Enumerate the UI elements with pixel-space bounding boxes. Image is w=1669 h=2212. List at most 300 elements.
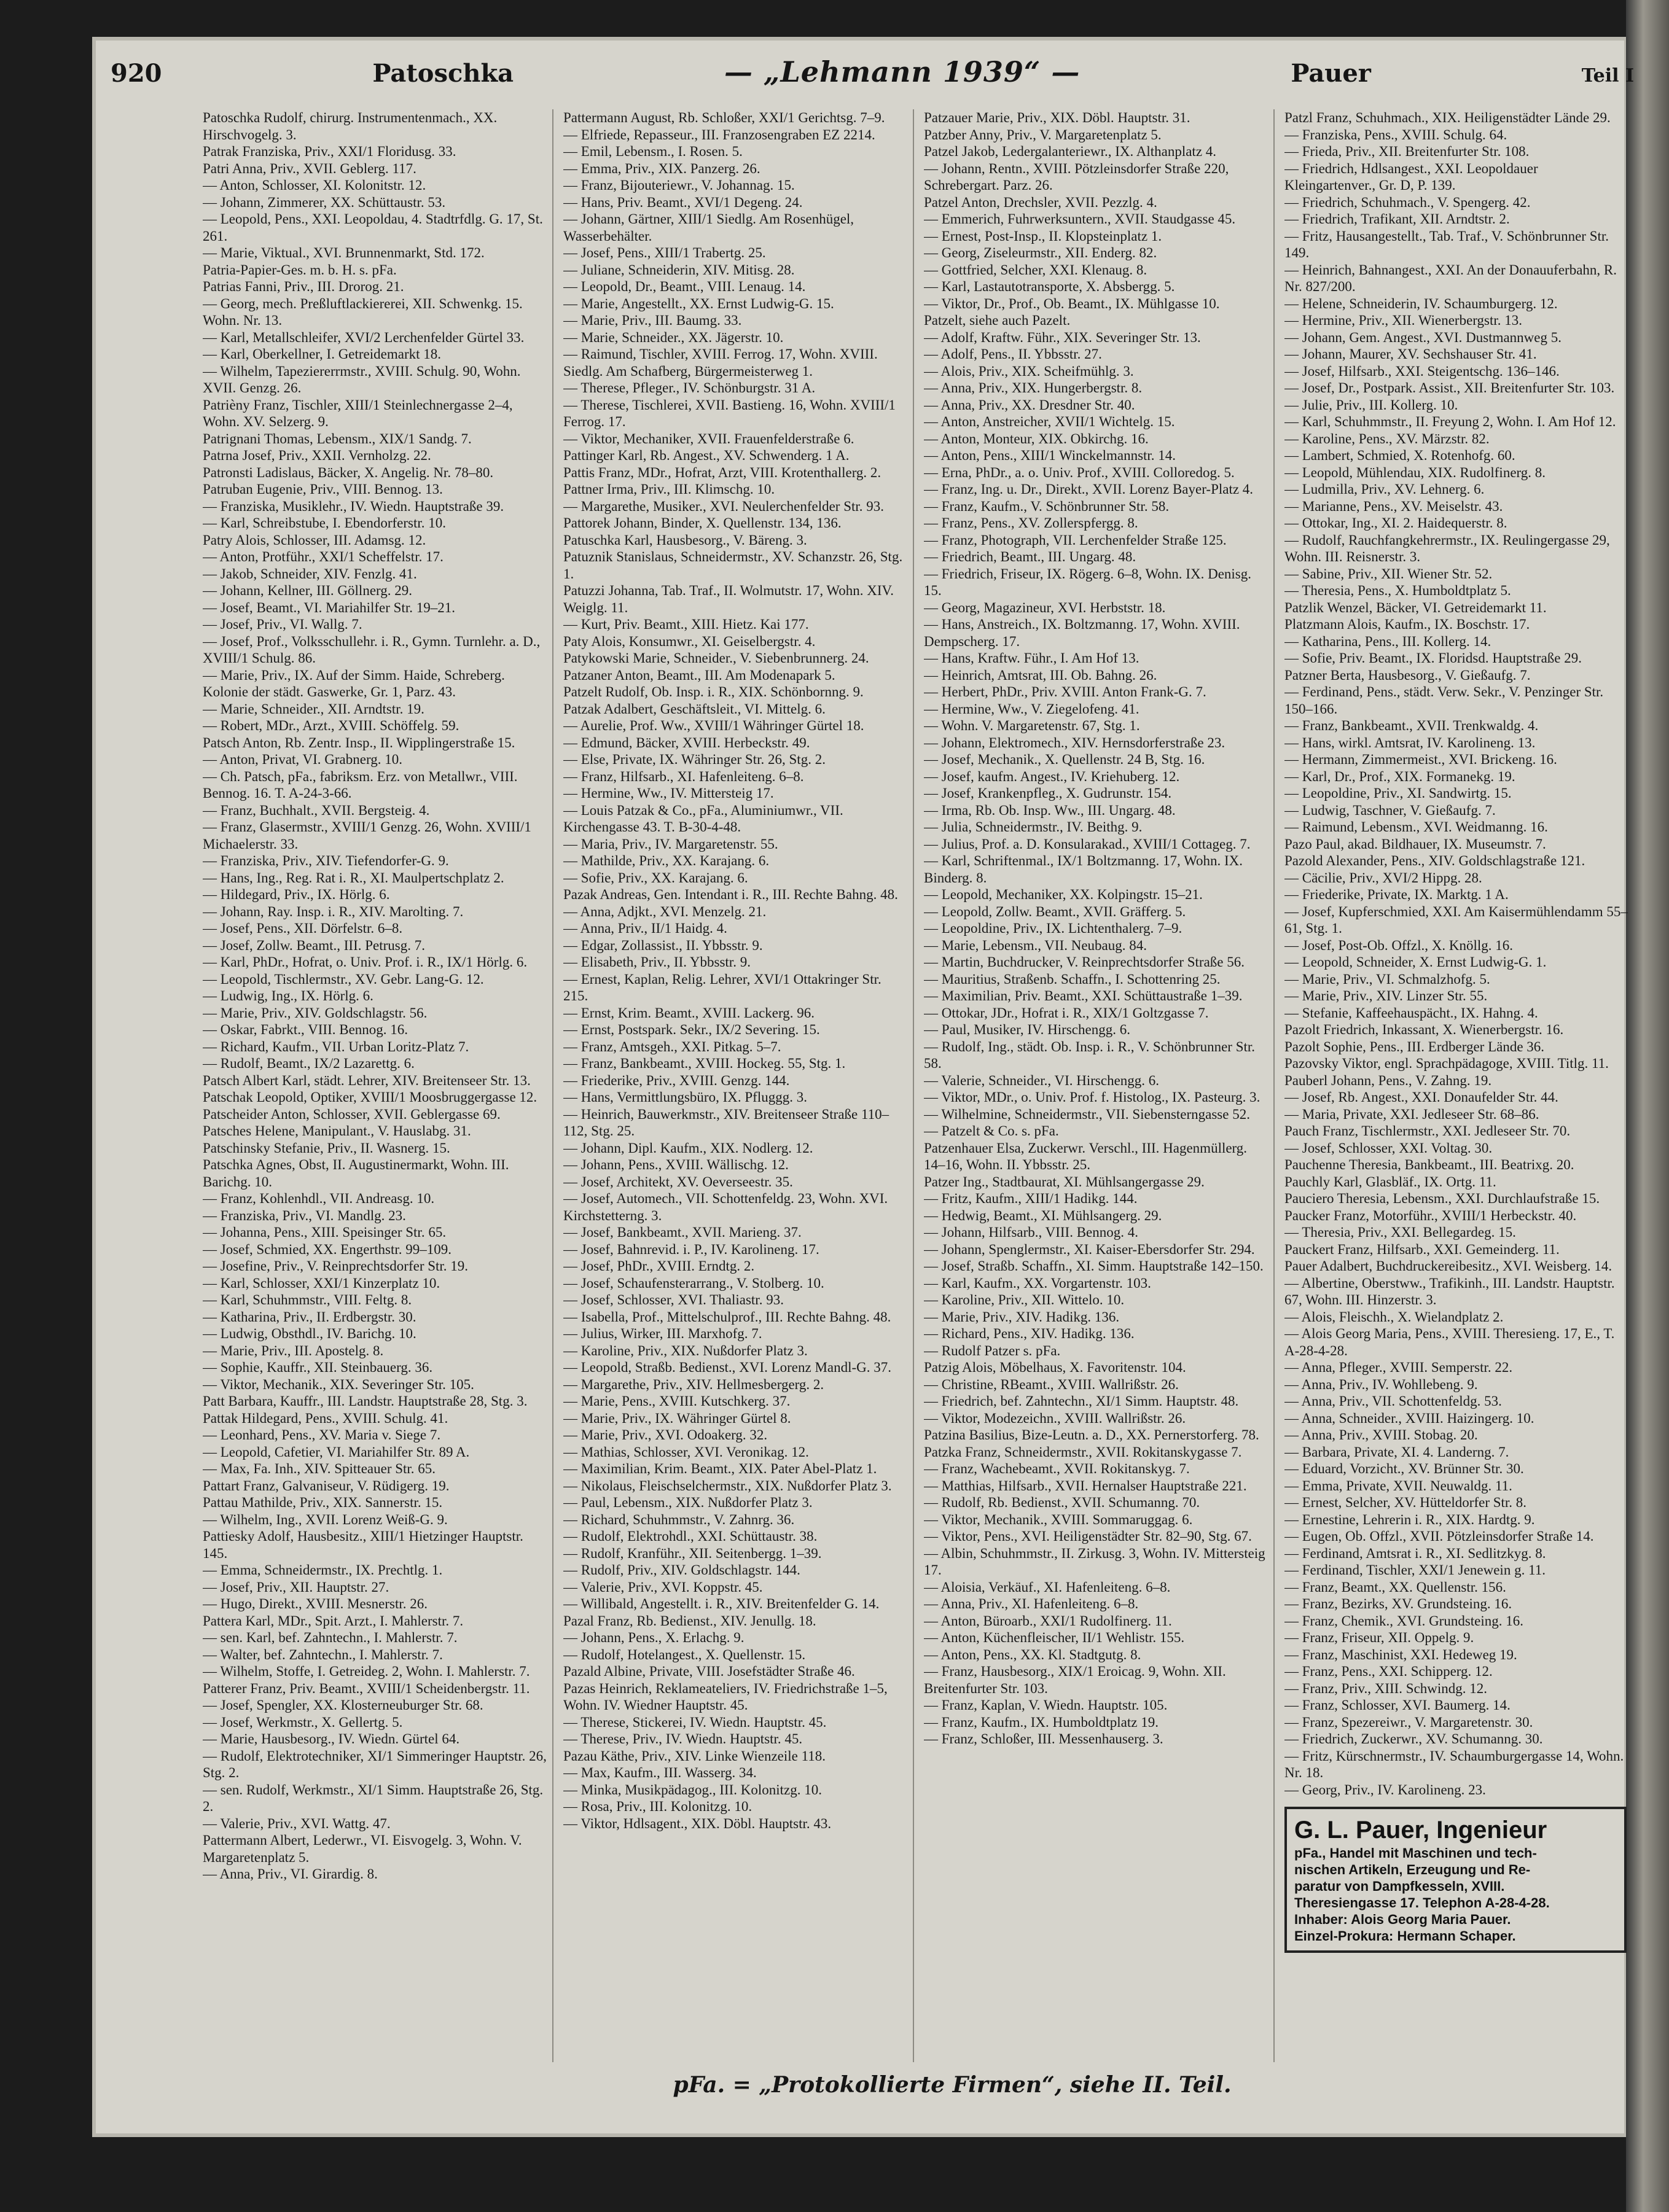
directory-entry: — Leopold, Mechaniker, XX. Kolpingstr. 15–21.: [924, 887, 1203, 902]
directory-entry: — Josef, Architekt, XV. Oeverseestr. 35.: [563, 1174, 793, 1190]
directory-entry: Patschinsky Stefanie, Priv., II. Wasnerg. 15.: [203, 1140, 450, 1156]
directory-entry: — Kurt, Priv. Beamt., XIII. Hietz. Kai 177.: [563, 617, 809, 632]
directory-entry: — Therese, Priv., IV. Wiedn. Hauptstr. 45.: [563, 1731, 803, 1747]
directory-entry: — sen. Rudolf, Werkmstr., XI/1 Simm. Hauptstraße 26, Stg. 2.: [203, 1782, 544, 1814]
directory-entry: — Anna, Priv., XX. Dresdner Str. 40.: [924, 397, 1135, 413]
directory-entry: — Anna, Priv., XI. Hafenleiteng. 6–8.: [924, 1596, 1139, 1611]
advertisement-line: Inhaber: Alois Georg Maria Pauer.: [1294, 1912, 1511, 1927]
directory-entry: — Isabella, Prof., Mittelschulprof., III. Rechte Bahng. 48.: [563, 1309, 891, 1325]
directory-entry: — Rudolf, Kranführ., XII. Seitenbergg. 1–39.: [563, 1545, 822, 1561]
directory-entry: — Edmund, Bäcker, XVIII. Herbeckstr. 49.: [563, 734, 810, 750]
directory-entry: — Marie, Priv., IX. Auf der Simm. Haide, Schreberg. Kolonie der städt. Gaswerke, Gr. 1, Parz. 43.: [203, 667, 505, 699]
directory-entry: — Rudolf, Elektrotechniker, XI/1 Simmeringer Hauptstr. 26, Stg. 2.: [203, 1748, 547, 1780]
directory-entry: — Anna, Priv., VII. Schottenfeldg. 53.: [1284, 1393, 1502, 1409]
directory-entry: — Franz, Glasermstr., XVIII/1 Genzg. 26, Wohn. XVIII/1 Michaelerstr. 33.: [203, 819, 531, 852]
directory-entry: — Aloisia, Verkäuf., XI. Hafenleiteng. 6–8.: [924, 1579, 1171, 1595]
directory-entry: — Friederike, Priv., XVIII. Genzg. 144.: [563, 1072, 790, 1088]
directory-entry: — Ludwig, Ing., IX. Hörlg. 6.: [203, 988, 373, 1003]
directory-entry: — Valerie, Priv., XVI. Wattg. 47.: [203, 1815, 391, 1831]
directory-entry: — Martin, Buchdrucker, V. Reinprechtsdorfer Straße 56.: [924, 954, 1245, 970]
directory-entry: — Fritz, Kaufm., XIII/1 Hadikg. 144.: [924, 1191, 1138, 1206]
directory-entry: — Nikolaus, Fleischselchermstr., XIX. Nußdorfer Platz 3.: [563, 1478, 892, 1493]
directory-entry: — Oskar, Fabrkt., VIII. Bennog. 16.: [203, 1022, 408, 1037]
directory-entry: — Hermine, Ww., IV. Mittersteig 17.: [563, 785, 774, 801]
directory-entry: Pattau Mathilde, Priv., XIX. Sannerstr. 15.: [203, 1495, 443, 1510]
directory-entry: — Juliane, Schneiderin, XIV. Mitisg. 28.: [563, 262, 795, 278]
directory-entry: — Franz, Schloßer, III. Messenhauserg. 3.: [924, 1731, 1163, 1747]
directory-entry: — Karl, PhDr., Hofrat, o. Univ. Prof. i. R., IX/1 Hörlg. 6.: [203, 954, 528, 970]
directory-entry: — Josef, Kupferschmied, XXI. Am Kaisermühlendamm 55–61, Stg. 1.: [1284, 903, 1628, 936]
directory-entry: — Margarethe, Musiker., XVI. Neulerchenfelder Str. 93.: [563, 498, 885, 514]
directory-entry: — Rudolf, Elektrohdl., XXI. Schüttaustr. 38.: [563, 1529, 818, 1544]
directory-entry: Patzel Jakob, Ledergalanteriewr., IX. Althanplatz 4.: [924, 144, 1217, 159]
directory-entry: — Hans, wirkl. Amtsrat, IV. Karolineng. 13.: [1284, 734, 1536, 750]
directory-entry: — Adolf, Kraftw. Führ., XIX. Severinger Str. 13.: [924, 329, 1201, 345]
directory-entry: — Heinrich, Amtsrat, III. Ob. Bahng. 26.: [924, 667, 1157, 683]
directory-entry: — Friedrich, Hdlsangest., XXI. Leopoldauer Kleingartenver., Gr. D, P. 139.: [1284, 160, 1538, 193]
directory-entry: — Louis Patzak & Co., pFa., Aluminiumwr., VII. Kirchengasse 43. T. B-30-4-48.: [563, 802, 843, 835]
directory-entry: — Fritz, Kürschnermstr., IV. Schaumburgergasse 14, Wohn. Nr. 18.: [1284, 1748, 1624, 1780]
directory-entry: — Viktor, Modezeichn., XVIII. Wallrißstr. 26.: [924, 1410, 1186, 1426]
directory-entry: — Josef, Schlosser, XXI. Voltag. 30.: [1284, 1140, 1493, 1156]
directory-entry: — Aurelie, Prof. Ww., XVIII/1 Währinger Gürtel 18.: [563, 718, 864, 733]
directory-entry: — Leopold, Tischlermstr., XV. Gebr. Lang-G. 12.: [203, 971, 484, 987]
directory-entry: — Josef, Rb. Angest., XXI. Donaufelder Str. 44.: [1284, 1089, 1558, 1105]
directory-entry: Patuznik Stanislaus, Schneidermstr., XV. Schanzstr. 26, Stg. 1.: [563, 549, 903, 582]
directory-entry: — Hermann, Zimmermeist., XVI. Brickeng. 16.: [1284, 752, 1557, 767]
directory-entry: — Anton, Protführ., XXI/1 Scheffelstr. 17.: [203, 549, 444, 564]
directory-entry: — Karoline, Priv., XIX. Nußdorfer Platz 3.: [563, 1342, 808, 1358]
left-keyword: Patoschka: [372, 59, 514, 88]
directory-entry: — Rudolf, Beamt., IX/2 Lazarettg. 6.: [203, 1056, 415, 1071]
directory-entry: — Richard, Pens., XIV. Hadikg. 136.: [924, 1326, 1135, 1341]
directory-entry: — Valerie, Priv., XVI. Koppstr. 45.: [563, 1579, 763, 1595]
directory-entry: Pazovsky Viktor, engl. Sprachpädagoge, XVIII. Titlg. 11.: [1284, 1056, 1609, 1071]
directory-entry: — Josef, Beamt., VI. Mariahilfer Str. 19–21.: [203, 599, 455, 615]
directory-entry: — Josef, Werkmstr., X. Gellertg. 5.: [203, 1714, 403, 1730]
directory-entry: — Marie, Priv., XIV. Goldschlagstr. 56.: [203, 1005, 428, 1021]
page-title: — „Lehmann 1939“ —: [724, 55, 1081, 88]
directory-entry: — Elisabeth, Priv., II. Ybbsstr. 9.: [563, 954, 751, 970]
directory-entry: — Robert, MDr., Arzt., XVIII. Schöffelg. 59.: [203, 718, 459, 733]
directory-entry: — Josef, Mechanik., X. Quellenstr. 24 B, Stg. 16.: [924, 752, 1205, 767]
directory-entry: — Friedrich, Schuhmach., V. Spengerg. 42.: [1284, 194, 1531, 210]
directory-entry: — Ludwig, Obsthdl., IV. Barichg. 10.: [203, 1326, 416, 1341]
directory-entry: — Ernst, Postspark. Sekr., IX/2 Severing. 15.: [563, 1022, 820, 1037]
directory-entry: — Josef, Dr., Postpark. Assist., XII. Breitenfurter Str. 103.: [1284, 380, 1615, 395]
directory-entry: — Anna, Priv., IV. Wohllebeng. 9.: [1284, 1376, 1478, 1392]
directory-entry: — Friedrich, Beamt., III. Ungarg. 48.: [924, 549, 1136, 564]
directory-entry: — Gottfried, Selcher, XXI. Klenaug. 8.: [924, 262, 1147, 278]
advertisement-box: [1284, 1807, 1627, 1953]
directory-entry: Patrna Josef, Priv., XXII. Vernholzg. 22.: [203, 448, 431, 463]
directory-entry: — Leopold, Straßb. Bedienst., XVI. Lorenz Mandl-G. 37.: [563, 1360, 892, 1375]
directory-entry: — Leopold, Pens., XXI. Leopoldau, 4. Stadtrfdlg. G. 17, St. 261.: [203, 211, 543, 244]
directory-entry: Patsch Albert Karl, städt. Lehrer, XIV. Breitenseer Str. 13.: [203, 1072, 531, 1088]
directory-entry: — Anton, Privat, VI. Grabnerg. 10.: [203, 752, 402, 767]
directory-entry: Pazolt Friedrich, Inkassant, X. Wienerbergstr. 16.: [1284, 1022, 1564, 1037]
column-1: [203, 109, 553, 2062]
directory-entry: — Stefanie, Kaffeehauspächt., IX. Hahng. 4.: [1284, 1005, 1538, 1021]
directory-entry: — Ferdinand, Amtsrat i. R., XI. Sedlitzkyg. 8.: [1284, 1545, 1546, 1561]
directory-entry: — Franz, Bijouteriewr., V. Johannag. 15.: [563, 177, 795, 193]
directory-entry: — Franz, Amtsgeh., XXI. Pitkag. 5–7.: [563, 1038, 781, 1054]
directory-entry: — Emma, Priv., XIX. Panzerg. 26.: [563, 160, 760, 176]
directory-entry: — Ernest, Kaplan, Relig. Lehrer, XVI/1 Ottakringer Str. 215.: [563, 971, 881, 1003]
directory-entry: — Emmerich, Fuhrwerksuntern., XVII. Staudgasse 45.: [924, 211, 1236, 227]
directory-entry: — Anton, Monteur, XIX. Obkirchg. 16.: [924, 430, 1149, 446]
directory-entry: — Rudolf, Ing., städt. Ob. Insp. i. R., V. Schönbrunner Str. 58.: [924, 1038, 1256, 1071]
directory-entry: — Ottokar, Ing., XI. 2. Haidequerstr. 8.: [1284, 515, 1507, 531]
directory-entry: Patzner Berta, Hausbesorg., V. Gießaufg. 7.: [1284, 667, 1531, 683]
directory-entry: — Wilhelm, Ing., XVII. Lorenz Weiß-G. 9.: [203, 1511, 448, 1527]
directory-entry: — Franziska, Priv., VI. Mandlg. 23.: [203, 1207, 406, 1223]
directory-entry: — Karl, Oberkellner, I. Getreidemarkt 18.: [203, 346, 442, 362]
directory-entry: — Josef, Post-Ob. Offzl., X. Knöllg. 16.: [1284, 937, 1514, 953]
directory-entry: Patria-Papier-Ges. m. b. H. s. pFa.: [203, 262, 397, 278]
directory-entry: — Sophie, Kauffr., XII. Steinbauerg. 36.: [203, 1360, 433, 1375]
directory-entry: — Richard, Schuhmmstr., V. Zahnrg. 36.: [563, 1511, 795, 1527]
directory-entry: — Karoline, Pens., XV. Märzstr. 82.: [1284, 430, 1490, 446]
directory-entry: — Josef, Schlosser, XVI. Thaliastr. 93.: [563, 1292, 784, 1307]
directory-entry: — Franziska, Pens., XVIII. Schulg. 64.: [1284, 127, 1507, 142]
directory-entry: — Cäcilie, Priv., XVI/2 Hippg. 28.: [1284, 870, 1482, 886]
directory-entry: — Josef, Straßb. Schaffn., XI. Simm. Hauptstraße 142–150.: [924, 1258, 1264, 1274]
directory-entry: — Hedwig, Beamt., XI. Mühlsangerg. 29.: [924, 1207, 1162, 1223]
directory-entry: — Karl, Schuhmmstr., VIII. Feltg. 8.: [203, 1292, 412, 1307]
directory-entry: Pauer Adalbert, Buchdruckereibesitz., XVI. Weisberg. 14.: [1284, 1258, 1612, 1274]
directory-entry: Patzel Anton, Drechsler, XVII. Pezzlg. 4.: [924, 194, 1157, 210]
directory-entry: — Johann, Hilfsarb., VIII. Bennog. 4.: [924, 1225, 1138, 1240]
directory-entry: — Therese, Tischlerei, XVII. Bastieng. 16, Wohn. XVIII/1 Ferrog. 17.: [563, 397, 896, 429]
directory-entry: Pazak Andreas, Gen. Intendant i. R., III. Rechte Bahng. 48.: [563, 887, 898, 902]
directory-entry: — Ernest, Selcher, XV. Hütteldorfer Str. 8.: [1284, 1495, 1527, 1510]
directory-entry: — Eduard, Vorzicht., XV. Brünner Str. 30.: [1284, 1461, 1524, 1476]
directory-entry: — Josef, Schaufensterarrang., V. Stolberg. 10.: [563, 1275, 824, 1291]
directory-entry: Patzka Franz, Schneidermstr., XVII. Rokitanskygasse 7.: [924, 1444, 1242, 1460]
directory-entry: Patzer Ing., Stadtbaurat, XI. Mühlsangergasse 29.: [924, 1174, 1205, 1190]
directory-entry: — Mathias, Schlosser, XVI. Veronikag. 12.: [563, 1444, 809, 1460]
directory-entry: Patoschka Rudolf, chirurg. Instrumentenmach., XX. Hirschvogelg. 3.: [203, 110, 498, 142]
directory-entry: Pattinger Karl, Rb. Angest., XV. Schwenderg. 1 A.: [563, 448, 850, 463]
directory-entry: — Marie, Priv., III. Baumg. 33.: [563, 313, 742, 328]
directory-entry: Patzber Anny, Priv., V. Margaretenplatz 5.: [924, 127, 1162, 142]
directory-entry: — Anton, Anstreicher, XVII/1 Wichtelg. 15.: [924, 414, 1175, 429]
directory-entry: — Ernest, Post-Insp., II. Klopsteinplatz 1.: [924, 228, 1162, 244]
directory-entry: — Hans, Ing., Reg. Rat i. R., XI. Maulpertschplatz 2.: [203, 870, 504, 886]
directory-entry: — Willibald, Angestellt. i. R., XIV. Breitenfelder G. 14.: [563, 1596, 880, 1611]
directory-entry: — Wilhelm, Tapeziererrmstr., XVIII. Schulg. 90, Wohn. XVII. Genzg. 26.: [203, 363, 521, 395]
directory-entry: — Barbara, Private, XI. 4. Landerng. 7.: [1284, 1444, 1509, 1460]
directory-entry: — Ludmilla, Priv., XV. Lehnerg. 6.: [1284, 481, 1485, 497]
directory-entry: Patzenhauer Elsa, Zuckerwr. Verschl., III. Hagenmüllerg. 14–16, Wohn. II. Ybbsstr. 25.: [924, 1140, 1248, 1172]
directory-entry: — Paul, Musiker, IV. Hirschengg. 6.: [924, 1022, 1130, 1037]
directory-entry: — Josefine, Priv., V. Reinprechtsdorfer Str. 19.: [203, 1258, 469, 1274]
directory-entry: Patrias Fanni, Priv., III. Drorog. 21.: [203, 279, 404, 294]
directory-entry: — Minka, Musikpädagog., III. Kolonitzg. 10.: [563, 1782, 822, 1797]
directory-entry: Patzauer Marie, Priv., XIX. Döbl. Hauptstr. 31.: [924, 110, 1190, 125]
directory-entry: — Marie, Pens., XVIII. Kutschkerg. 37.: [563, 1393, 791, 1409]
directory-entry: — Josef, Krankenpfleg., X. Gudrunstr. 154.: [924, 785, 1172, 801]
column-4: [1284, 109, 1634, 2062]
directory-entry: — Adolf, Pens., II. Ybbsstr. 27.: [924, 346, 1102, 362]
directory-entry: — Else, Private, IX. Währinger Str. 26, Stg. 2.: [563, 752, 826, 767]
directory-entry: Pattermann August, Rb. Schloßer, XXI/1 Gerichtsg. 7–9.: [563, 110, 885, 125]
directory-entry: — Franz, Hilfsarb., XI. Hafenleiteng. 6–8.: [563, 768, 804, 784]
directory-entry: — Marie, Lebensm., VII. Neubaug. 84.: [924, 937, 1147, 953]
directory-entry: Patry Alois, Schlosser, III. Adamsg. 12.: [203, 532, 426, 548]
directory-entry: Patri Anna, Priv., XVII. Geblerg. 117.: [203, 160, 416, 176]
directory-entry: Patschka Agnes, Obst, II. Augustinermarkt, Wohn. III. Barichg. 10.: [203, 1157, 509, 1190]
directory-entry: — Franz, Kaufm., V. Schönbrunner Str. 58.: [924, 498, 1170, 514]
directory-entry: — Theresia, Pens., X. Humboldtplatz 5.: [1284, 583, 1511, 598]
directory-entry: Patzl Franz, Schuhmach., XIX. Heiligenstädter Lände 29.: [1284, 110, 1611, 125]
directory-entry: — Georg, mech. Preßluftlackiererei, XII. Schwenkg. 15. Wohn. Nr. 13.: [203, 295, 523, 328]
directory-entry: Patzina Basilius, Bize-Leutn. a. D., XX. Pernerstorferg. 78.: [924, 1427, 1259, 1443]
directory-entry: — Josef, Pens., XII. Dörfelstr. 6–8.: [203, 921, 403, 936]
directory-entry: — Therese, Pfleger., IV. Schönburgstr. 31 A.: [563, 380, 816, 395]
directory-entry: — Max, Fa. Inh., XIV. Spitteauer Str. 65.: [203, 1461, 436, 1476]
directory-entry: Pauckert Franz, Hilfsarb., XXI. Gemeinderg. 11.: [1284, 1241, 1560, 1257]
directory-entry: — Franz, Spezereiwr., V. Margaretenstr. 30.: [1284, 1714, 1533, 1730]
directory-entry: — Alois Georg Maria, Pens., XVIII. Theresieng. 17, E., T. A-28-4-28.: [1284, 1326, 1615, 1358]
directory-entry: — Franz, Hausbesorg., XIX/1 Eroicag. 9, Wohn. XII. Breitenfurter Str. 103.: [924, 1664, 1226, 1696]
directory-entry: — Julius, Prof. a. D. Konsularakad., XVIII/1 Cottageg. 7.: [924, 836, 1251, 852]
directory-entry: — Albertine, Oberstww., Trafikinh., III. Landstr. Hauptstr. 67, Wohn. III. Hinzerstr. 3.: [1284, 1275, 1615, 1307]
directory-entry: — Viktor, Hdlsagent., XIX. Döbl. Hauptstr. 43.: [563, 1815, 832, 1831]
directory-entry: — Heinrich, Bahnangest., XXI. An der Donauuferbahn, R. Nr. 827/200.: [1284, 262, 1617, 294]
directory-entry: — Sofie, Priv. Beamt., IX. Floridsd. Hauptstraße 29.: [1284, 650, 1582, 666]
page-header: [111, 55, 1634, 98]
directory-entry: — Anna, Priv., II/1 Haidg. 4.: [563, 921, 727, 936]
directory-entry: Pazas Heinrich, Reklameateliers, IV. Friedrichstraße 1–5, Wohn. IV. Wiedner Hauptstr. 45.: [563, 1680, 888, 1713]
directory-entry: — Maximilian, Priv. Beamt., XXI. Schüttaustraße 1–39.: [924, 988, 1243, 1003]
directory-entry: — Josef, Hilfsarb., XXI. Steigentschg. 136–146.: [1284, 363, 1560, 379]
directory-entry: — Rudolf, Hotelangest., X. Quellenstr. 15.: [563, 1646, 806, 1662]
right-keyword: Pauer: [1291, 59, 1371, 88]
directory-entry: Patrak Franziska, Priv., XXI/1 Floridusg. 33.: [203, 144, 456, 159]
directory-entry: — Eugen, Ob. Offzl., XVII. Pötzleinsdorfer Straße 14.: [1284, 1529, 1594, 1544]
directory-entry: — Wilhelm, Stoffe, I. Getreideg. 2, Wohn. I. Mahlerstr. 7.: [203, 1664, 530, 1679]
directory-entry: — Leopold, Dr., Beamt., VIII. Lenaug. 14.: [563, 279, 806, 294]
directory-entry: — Franz, Photograph, VII. Lerchenfelder Straße 125.: [924, 532, 1227, 548]
directory-entry: — Sabine, Priv., XII. Wiener Str. 52.: [1284, 566, 1493, 582]
directory-entry: — Franz, Pens., XV. Zollerspfergg. 8.: [924, 515, 1138, 531]
directory-entry: — Johann, Dipl. Kaufm., XIX. Nodlerg. 12.: [563, 1140, 813, 1156]
directory-entry: Patuschka Karl, Hausbesorg., V. Bäreng. 3.: [563, 532, 807, 548]
directory-entry: Pauchenne Theresia, Bankbeamt., III. Beatrixg. 20.: [1284, 1157, 1574, 1172]
directory-entry: — Johann, Spenglermstr., XI. Kaiser-Ebersdorfer Str. 294.: [924, 1241, 1255, 1257]
directory-entry: — Leopoldine, Priv., IX. Lichtenthalerg. 7–9.: [924, 921, 1182, 936]
directory-entry: — Georg, Ziseleurmstr., XII. Enderg. 82.: [924, 245, 1157, 260]
directory-entry: — Emma, Schneidermstr., IX. Prechtlg. 1.: [203, 1562, 443, 1578]
directory-entry: — Anna, Priv., VI. Girardig. 8.: [203, 1866, 378, 1882]
directory-entry: Patzaner Anton, Beamt., III. Am Modenapark 5.: [563, 667, 835, 683]
directory-entry: — Ernst, Krim. Beamt., XVIII. Lackerg. 96.: [563, 1005, 815, 1021]
directory-entry: — Hugo, Direkt., XVIII. Mesnerstr. 26.: [203, 1596, 428, 1611]
directory-entry: Platzmann Alois, Kaufm., IX. Boschstr. 17.: [1284, 617, 1530, 632]
directory-entry: — Leopold, Zollw. Beamt., XVII. Gräfferg. 5.: [924, 903, 1186, 919]
directory-entry: — Anna, Schneider., XVIII. Haizingerg. 10.: [1284, 1410, 1534, 1426]
directory-entry: — Johann, Pens., XVIII. Wällischg. 12.: [563, 1157, 789, 1172]
directory-entry: Pattorek Johann, Binder, X. Quellenstr. 134, 136.: [563, 515, 842, 531]
directory-entry: — Marie, Priv., XIV. Hadikg. 136.: [924, 1309, 1120, 1325]
directory-entry: — Franz, Friseur, XII. Oppelg. 9.: [1284, 1630, 1474, 1645]
directory-entry: — Franz, Wachebeamt., XVII. Rokitanskyg. 7.: [924, 1461, 1190, 1476]
directory-entry: — Franz, Kaufm., IX. Humboldtplatz 19.: [924, 1714, 1159, 1730]
advertisement-line: paratur von Dampfkesseln, XVIII.: [1294, 1879, 1505, 1894]
directory-entry: Patrièny Franz, Tischler, XIII/1 Steinlechnergasse 2–4, Wohn. XV. Selzerg. 9.: [203, 397, 513, 429]
directory-entry: — Emil, Lebensm., I. Rosen. 5.: [563, 144, 743, 159]
directory-entry: — Marie, Priv., VI. Schmalzhofg. 5.: [1284, 971, 1490, 987]
directory-entry: — Albin, Schuhmmstr., II. Zirkusg. 3, Wohn. IV. Mittersteig 17.: [924, 1545, 1265, 1578]
directory-entry: — Anna, Pfleger., XVIII. Semperstr. 22.: [1284, 1360, 1513, 1375]
directory-entry: — Ferdinand, Pens., städt. Verw. Sekr., V. Penzinger Str. 150–166.: [1284, 684, 1604, 717]
directory-entry: — Julius, Wirker, III. Marxhofg. 7.: [563, 1326, 762, 1341]
directory-entry: — Katharina, Pens., III. Kollerg. 14.: [1284, 633, 1491, 649]
directory-entry: — Christine, RBeamt., XVIII. Wallrißstr. 26.: [924, 1376, 1179, 1392]
directory-entry: — Marie, Priv., IX. Währinger Gürtel 8.: [563, 1410, 791, 1426]
directory-entry: Pattermann Albert, Lederwr., VI. Eisvogelg. 3, Wohn. V. Margaretenplatz 5.: [203, 1832, 522, 1865]
directory-entry: — Julie, Priv., III. Kollerg. 10.: [1284, 397, 1458, 413]
part-label: Teil I: [1581, 65, 1634, 87]
directory-entry: — Marie, Priv., III. Apostelg. 8.: [203, 1342, 384, 1358]
directory-entry: — Maria, Private, XXI. Jedleseer Str. 68–86.: [1284, 1106, 1539, 1122]
directory-entry: — Helene, Schneiderin, IV. Schaumburgerg. 12.: [1284, 295, 1558, 311]
directory-entry: — Franz, Bezirks, XV. Grundsteing. 16.: [1284, 1596, 1512, 1611]
directory-entry: Pattera Karl, MDr., Spit. Arzt., I. Mahlerstr. 7.: [203, 1613, 464, 1629]
directory-entry: — Franz, Schlosser, XVI. Baumerg. 14.: [1284, 1697, 1511, 1713]
directory-entry: — Johanna, Pens., XIII. Speisinger Str. 65.: [203, 1225, 447, 1240]
directory-entry: — Josef, Zollw. Beamt., III. Petrusg. 7.: [203, 937, 425, 953]
directory-entry: — Maria, Priv., IV. Margaretenstr. 55.: [563, 836, 778, 852]
directory-entry: — Rudolf, Priv., XIV. Goldschlagstr. 144.: [563, 1562, 800, 1578]
directory-entry: Patuzzi Johanna, Tab. Traf., II. Wolmutstr. 17, Wohn. XIV. Weiglg. 11.: [563, 583, 894, 615]
directory-entry: — Katharina, Priv., II. Erdbergstr. 30.: [203, 1309, 416, 1325]
directory-entry: — Marie, Angestellt., XX. Ernst Ludwig-G. 15.: [563, 295, 834, 311]
directory-entry: — Johann, Maurer, XV. Sechshauser Str. 41.: [1284, 346, 1537, 362]
directory-entry: — Johann, Zimmerer, XX. Schüttaustr. 53.: [203, 194, 446, 210]
directory-entry: Pattner Irma, Priv., III. Klimschg. 10.: [563, 481, 775, 497]
directory-entry: — Friedrich, bef. Zahntechn., XI/1 Simm. Hauptstr. 48.: [924, 1393, 1239, 1409]
directory-entry: — Franz, Chemik., XVI. Grundsteing. 16.: [1284, 1613, 1524, 1629]
directory-entry: — Maximilian, Krim. Beamt., XIX. Pater Abel-Platz 1.: [563, 1461, 877, 1476]
directory-entry: — Franz, Buchhalt., XVII. Bergsteig. 4.: [203, 802, 430, 818]
directory-entry: Pazald Albine, Private, VIII. Josefstädter Straße 46.: [563, 1664, 855, 1679]
directory-entry: — Marie, Priv., XIV. Linzer Str. 55.: [1284, 988, 1488, 1003]
directory-entry: — Hildegard, Priv., IX. Hörlg. 6.: [203, 887, 390, 902]
directory-entry: — Ludwig, Taschner, V. Gießaufg. 7.: [1284, 802, 1496, 818]
directory-entry: — Georg, Priv., IV. Karolineng. 23.: [1284, 1782, 1486, 1797]
directory-entry: — Leopold, Schneider, X. Ernst Ludwig-G. 1.: [1284, 954, 1547, 970]
directory-entry: — Anton, Pens., XX. Kl. Stadtgutg. 8.: [924, 1646, 1141, 1662]
directory-entry: — Franz, Maschinist, XXI. Hedeweg 19.: [1284, 1646, 1517, 1662]
directory-entry: — Marie, Priv., XVI. Odoakerg. 32.: [563, 1427, 768, 1443]
directory-entry: — Anton, Schlosser, XI. Kolonitstr. 12.: [203, 177, 426, 193]
directory-entry: — Friedrich, Zuckerwr., XV. Schumanng. 30.: [1284, 1731, 1543, 1747]
directory-entry: — Georg, Magazineur, XVI. Herbststr. 18.: [924, 599, 1166, 615]
directory-entry: — Walter, bef. Zahntechn., I. Mahlerstr. 7.: [203, 1646, 443, 1662]
directory-entry: — Theresia, Priv., XXI. Bellegardeg. 15.: [1284, 1225, 1516, 1240]
directory-entry: — Karl, Schriftenmal., IX/1 Boltzmanng. 17, Wohn. IX. Binderg. 8.: [924, 853, 1243, 886]
directory-entry: — Ferdinand, Tischler, XXI/1 Jenewein g. 11.: [1284, 1562, 1546, 1578]
directory-entry: — Matthias, Hilfsarb., XVII. Hernalser Hauptstraße 221.: [924, 1478, 1247, 1493]
directory-entry: — Johann, Gem. Angest., XVI. Dustmannweg 5.: [1284, 329, 1562, 345]
directory-entry: — Franz, Priv., XIII. Schwindg. 12.: [1284, 1680, 1488, 1696]
directory-entry: — Frieda, Priv., XII. Breitenfurter Str. 108.: [1284, 144, 1530, 159]
directory-entry: Patzelt Rudolf, Ob. Insp. i. R., XIX. Schönbornng. 9.: [563, 684, 864, 699]
directory-entry: — Anton, Pens., XIII/1 Winckelmannstr. 14.: [924, 448, 1176, 463]
directory-entry: — Franz, Kaplan, V. Wiedn. Hauptstr. 105.: [924, 1697, 1168, 1713]
directory-entry: — Viktor, Mechaniker, XVII. Frauenfelderstraße 6.: [563, 430, 854, 446]
directory-entry: — Karl, Kaufm., XX. Vorgartenstr. 103.: [924, 1275, 1151, 1291]
directory-entry: Pattis Franz, MDr., Hofrat, Arzt, VIII. Krotenthallerg. 2.: [563, 464, 881, 480]
directory-entry: — Hermine, Ww., V. Ziegelofeng. 41.: [924, 701, 1139, 717]
directory-entry: — Anna, Adjkt., XVI. Menzelg. 21.: [563, 903, 767, 919]
directory-entry: Pazal Franz, Rb. Bedienst., XIV. Jenullg. 18.: [563, 1613, 816, 1629]
directory-entry: Pauch Franz, Tischlermstr., XXI. Jedleseer Str. 70.: [1284, 1123, 1571, 1139]
directory-entry: Pauberl Johann, Pens., V. Zahng. 19.: [1284, 1072, 1492, 1088]
directory-entry: Pazold Alexander, Pens., XIV. Goldschlagstraße 121.: [1284, 853, 1585, 868]
directory-entry: Pauchly Karl, Glasbläf., IX. Ortg. 11.: [1284, 1174, 1496, 1190]
directory-entry: — sen. Karl, bef. Zahntechn., I. Mahlerstr. 7.: [203, 1630, 458, 1645]
directory-entry: — Josef, Prof., Volksschullehr. i. R., Gymn. Turnlehr. a. D., XVIII/1 Schulg. 86.: [203, 633, 541, 666]
directory-entry: — Richard, Kaufm., VII. Urban Loritz-Platz 7.: [203, 1038, 469, 1054]
directory-entry: — Franz, Ing. u. Dr., Direkt., XVII. Lorenz Bayer-Platz 4.: [924, 481, 1254, 497]
directory-entry: — Anton, Büroarb., XXI/1 Rudolfinerg. 11.: [924, 1613, 1172, 1629]
directory-entry: Patruban Eugenie, Priv., VIII. Bennog. 13.: [203, 481, 443, 497]
directory-entry: — Johann, Ray. Insp. i. R., XIV. Marolting. 7.: [203, 903, 464, 919]
directory-entry: Patterer Franz, Priv. Beamt., XVIII/1 Scheidenbergstr. 11.: [203, 1680, 530, 1696]
directory-entry: — Anna, Priv., XVIII. Stobag. 20.: [1284, 1427, 1478, 1443]
directory-entry: — Rudolf, Rb. Bedienst., XVII. Schumanng. 70.: [924, 1495, 1200, 1510]
directory-entry: — Viktor, MDr., o. Univ. Prof. f. Histolog., IX. Pasteurg. 3.: [924, 1089, 1261, 1105]
directory-entry: — Josef, Priv., XII. Hauptstr. 27.: [203, 1579, 389, 1595]
directory-entry: — Johann, Rentn., XVIII. Pötzleinsdorfer Straße 220, Schrebergart. Parz. 26.: [924, 160, 1229, 193]
directory-entry: Pattak Hildegard, Pens., XVIII. Schulg. 41.: [203, 1410, 448, 1426]
directory-entry: — Franziska, Priv., XIV. Tiefendorfer-G. 9.: [203, 853, 449, 868]
directory-entry: — Irma, Rb. Ob. Insp. Ww., III. Ungarg. 48.: [924, 802, 1176, 818]
directory-entry: — Josef, Automech., VII. Schottenfeldg. 23, Wohn. XVI. Kirchstetterng. 3.: [563, 1191, 888, 1223]
advertisement-line: Einzel-Prokura: Hermann Schaper.: [1294, 1928, 1516, 1944]
directory-entry: — Anna, Priv., XIX. Hungerbergstr. 8.: [924, 380, 1143, 395]
directory-entry: — Wohn. V. Margaretenstr. 67, Stg. 1.: [924, 718, 1140, 733]
directory-entry: Pazo Paul, akad. Bildhauer, IX. Museumstr. 7.: [1284, 836, 1546, 852]
directory-entry: — Josef, Bankbeamt., XVII. Marieng. 37.: [563, 1225, 802, 1240]
directory-entry: — Ottokar, JDr., Hofrat i. R., XIX/1 Goltzgasse 7.: [924, 1005, 1209, 1021]
directory-entry: — Edgar, Zollassist., II. Ybbsstr. 9.: [563, 937, 763, 953]
directory-entry: — Franziska, Musiklehr., IV. Wiedn. Hauptstraße 39.: [203, 498, 504, 514]
directory-entry: — Leopold, Cafetier, VI. Mariahilfer Str. 89 A.: [203, 1444, 470, 1460]
directory-entry: Patschak Leopold, Optiker, XVIII/1 Moosbruggergasse 12.: [203, 1089, 537, 1105]
directory-entry: — Erna, PhDr., a. o. Univ. Prof., XVIII. Colloredog. 5.: [924, 464, 1235, 480]
directory-entry: — Fritz, Hausangestellt., Tab. Traf., V. Schönbrunner Str. 149.: [1284, 228, 1609, 260]
directory-entry: — Friedrich, Friseur, IX. Rögerg. 6–8, Wohn. IX. Denisg. 15.: [924, 566, 1251, 598]
directory-entry: — Ch. Patsch, pFa., fabriksm. Erz. von Metallwr., VIII. Bennog. 16. T. A-24-3-66.: [203, 768, 518, 801]
directory-entry: Paty Alois, Konsumwr., XI. Geiselbergstr. 4.: [563, 633, 816, 649]
directory-entry: — Marie, Schneider., XX. Jägerstr. 10.: [563, 329, 784, 345]
directory-entry: — Josef, Spengler, XX. Klosterneuburger Str. 68.: [203, 1697, 483, 1713]
directory-entry: Patykowski Marie, Schneider., V. Siebenbrunnerg. 24.: [563, 650, 869, 666]
directory-entry: — Therese, Stickerei, IV. Wiedn. Hauptstr. 45.: [563, 1714, 827, 1730]
directory-entry: — Leopold, Mühlendau, XIX. Rudolfinerg. 8.: [1284, 464, 1546, 480]
directory-entry: — Herbert, PhDr., Priv. XVIII. Anton Frank-G. 7.: [924, 684, 1206, 699]
directory-entry: — Franz, Pens., XXI. Schipperg. 12.: [1284, 1664, 1493, 1679]
directory-entry: — Anton, Küchenfleischer, II/1 Wehlistr. 155.: [924, 1630, 1185, 1645]
directory-entry: — Josef, Priv., VI. Wallg. 7.: [203, 617, 362, 632]
directory-entry: — Karl, Metallschleifer, XVI/2 Lerchenfelder Gürtel 33.: [203, 329, 525, 345]
directory-entry: — Franz, Kohlenhdl., VII. Andreasg. 10.: [203, 1191, 435, 1206]
